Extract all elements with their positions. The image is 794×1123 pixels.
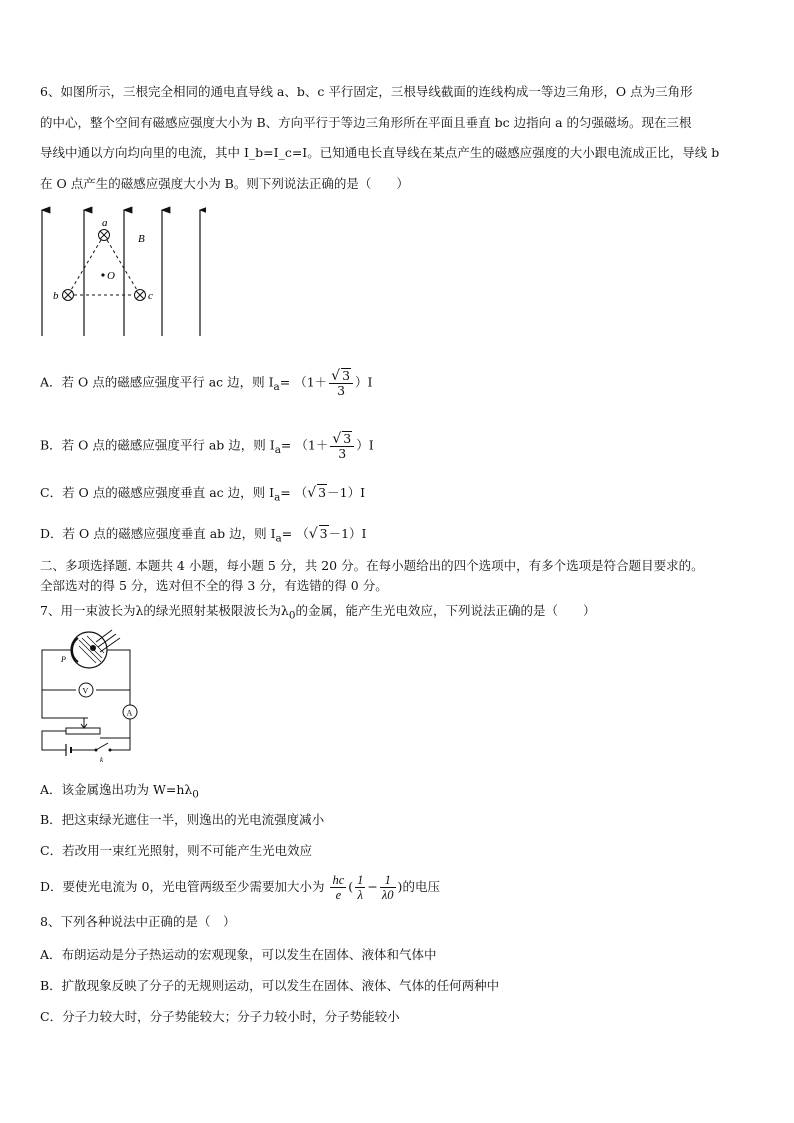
q6-stem-line-4: 在 O 点产生的磁感应强度大小为 B。则下列说法正确的是（ ） (40, 176, 409, 191)
q6-stem-line-3: 导线中通以方向均向里的电流，其中 I_b=I_c=I。已知通电长直导线在某点产生的磁感应强度的大小跟电流成正比，导线 b (40, 145, 720, 160)
wire-c-icon (135, 290, 146, 301)
label-O: O (107, 270, 115, 282)
label-B: B (138, 233, 145, 245)
fraction-hc-over-e: $\frac{hc}{e}$ (332, 873, 345, 902)
label-k: k (100, 756, 104, 764)
q8-stem: 8、下列各种说法中正确的是（ ） (40, 914, 236, 929)
label-b: b (53, 290, 59, 302)
center-point-O (101, 273, 104, 276)
wire-b-icon (63, 290, 74, 301)
q6-option-C[interactable]: C．若 O 点的磁感应强度垂直 ac 边，则 $I_a=$ （√ 3－1）I (40, 485, 366, 504)
ammeter-icon (123, 705, 137, 719)
q8-option-A[interactable]: A．布朗运动是分子热运动的宏观现象，可以发生在固体、液体和气体中 (40, 947, 437, 962)
label-c: c (148, 290, 153, 302)
q6-magnetic-field-figure (36, 204, 206, 340)
wire-a-icon (99, 230, 110, 241)
sqrt-3: 3 (319, 526, 328, 541)
q6-option-D[interactable]: D．若 O 点的磁感应强度垂直 ab 边，则 $I_a=$ （√ 3－1）I (40, 526, 367, 545)
rheostat-icon (66, 718, 100, 734)
q7-stem: 7、用一束波长为λ的绿光照射某极限波长为$\lambda_0$的金属，能产生光电效应，下列说法正确的是（ ） (40, 603, 596, 622)
q6-option-B[interactable]: B．若 O 点的磁感应强度平行 ab 边，则 $I_a= (1+$ $\frac{√ 3}{3}$ ）I (40, 431, 374, 461)
switch-icon (95, 743, 112, 752)
fraction-1-over-lambda: $\frac{1}{\lambda}$ (357, 873, 364, 902)
label-A: A (126, 708, 133, 718)
q7-option-B[interactable]: B．把这束绿光遮住一半，则逸出的光电流强度减小 (40, 812, 325, 827)
fraction: $\frac{√ 3}{3}$ (329, 368, 353, 398)
section2-instructions-2: 全部选对的得 5 分，选对但不全的得 3 分，有选错的得 0 分。 (40, 578, 388, 593)
q8-option-B[interactable]: B．扩散现象反映了分子的无规则运动，可以发生在固体、液体、气体的任何两种中 (40, 978, 500, 993)
battery-icon (66, 744, 71, 756)
q6-option-A[interactable]: A．若 O 点的磁感应强度平行 ac 边，则 $I_a= (1+$ $\frac{√ 3}{3}$ ）I (40, 368, 373, 398)
label-V: V (82, 686, 89, 696)
label-P: P (61, 655, 66, 664)
q8-option-C[interactable]: C．分子力较大时，分子势能较大；分子力较小时，分子势能较小 (40, 1009, 400, 1024)
label-a: a (102, 217, 108, 229)
fraction-1-over-lambda0: $\frac{1}{\lambda 0}$ (381, 873, 394, 902)
q7-option-D[interactable]: D．要使光电流为 0，光电管两级至少需要加大小为 $\frac{hc}{e}$ ( $\frac{1}{\lambda}$ − $\frac{1}{\lambda 0}$ )的电压 (40, 873, 440, 902)
sqrt-3: 3 (318, 485, 327, 500)
q7-option-C[interactable]: C．若改用一束红光照射，则不可能产生光电效应 (40, 843, 313, 858)
q7-circuit-figure (36, 628, 146, 768)
section2-instructions-1: 二、多项选择题. 本题共 4 小题，每小题 5 分，共 20 分。在每小题给出的四个选项中，有多个选项是符合题目要求的。 (40, 558, 704, 573)
fraction: $\frac{√ 3}{3}$ (330, 431, 354, 461)
q6-stem-line-1: 6、如图所示，三根完全相同的通电直导线 a、b、c 平行固定，三根导线截面的连线构成一等边三角形，O 点为三角形 (40, 84, 693, 99)
q6-stem-line-2: 的中心，整个空间有磁感应强度大小为 B、方向平行于等边三角形所在平面且垂直 bc 边指向 a 的匀强磁场。现在三根 (40, 115, 692, 130)
voltmeter-icon (79, 683, 93, 697)
q7-option-A[interactable]: A．该金属逸出功为 $W=h\lambda_0$ (40, 782, 199, 801)
